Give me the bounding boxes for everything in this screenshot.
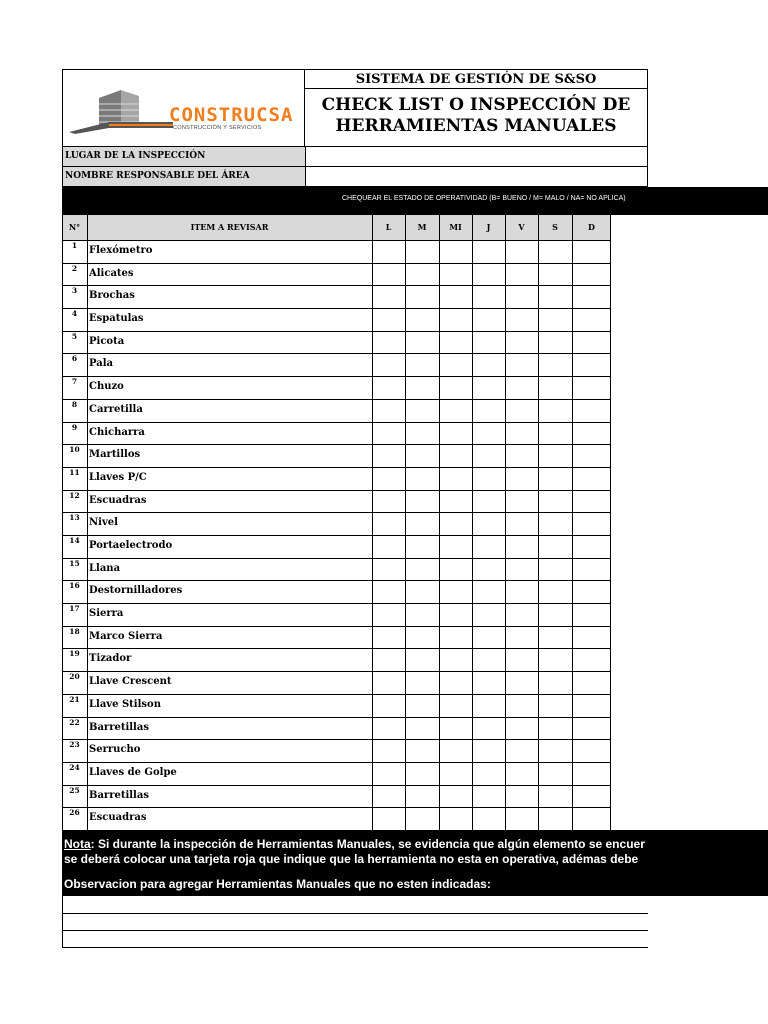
check-cell[interactable]	[572, 626, 611, 649]
row-number: 5	[71, 331, 78, 341]
check-cell[interactable]	[572, 648, 611, 671]
check-cell[interactable]	[439, 512, 472, 535]
check-cell[interactable]	[439, 717, 472, 740]
logo-wordmark: CONSTRUCSA	[169, 104, 294, 126]
check-cell[interactable]	[372, 603, 405, 626]
check-cell[interactable]	[538, 376, 572, 399]
item-label: Barretillas	[89, 789, 149, 801]
check-cell[interactable]	[405, 671, 439, 694]
check-cell[interactable]	[538, 512, 572, 535]
instruction-text: CHEQUEAR EL ESTADO DE OPERATIVIDAD (B= BUENO / M= MALO / NA= NO APLICA)	[342, 195, 626, 202]
row-number: 8	[71, 399, 78, 409]
item-label: Pala	[89, 358, 114, 370]
form-title-line1: CHECK LIST O INSPECCIÓN DE	[321, 95, 631, 115]
check-cell[interactable]	[405, 376, 439, 399]
check-cell[interactable]	[372, 285, 405, 308]
check-cell[interactable]	[439, 762, 472, 785]
check-cell[interactable]	[372, 467, 405, 490]
column-header-6: J	[472, 215, 505, 240]
check-cell[interactable]	[439, 490, 472, 513]
check-cell[interactable]	[439, 422, 472, 445]
check-cell[interactable]	[439, 603, 472, 626]
item-label: Martillos	[89, 449, 141, 461]
grid-line	[62, 580, 611, 581]
check-cell[interactable]	[439, 308, 472, 331]
grid-line	[62, 603, 611, 604]
check-cell[interactable]	[572, 308, 611, 331]
check-cell[interactable]	[405, 422, 439, 445]
check-cell[interactable]	[372, 240, 405, 263]
check-cell[interactable]	[439, 739, 472, 762]
check-cell[interactable]	[538, 648, 572, 671]
check-cell[interactable]	[405, 603, 439, 626]
check-cell[interactable]	[405, 353, 439, 376]
check-cell[interactable]	[405, 717, 439, 740]
item-label: Chicharra	[89, 426, 145, 438]
check-cell[interactable]	[538, 580, 572, 603]
check-cell[interactable]	[538, 353, 572, 376]
row-number: 23	[69, 740, 80, 750]
check-cell[interactable]	[472, 807, 505, 830]
row-number: 20	[69, 672, 80, 682]
check-cell[interactable]	[405, 467, 439, 490]
note-label: Nota	[64, 837, 91, 851]
check-cell[interactable]	[538, 467, 572, 490]
check-cell[interactable]	[405, 535, 439, 558]
check-cell[interactable]	[472, 399, 505, 422]
check-cell[interactable]	[572, 263, 611, 286]
check-cell[interactable]	[405, 490, 439, 513]
note-line2: se deberá colocar una tarjeta roja que indique que la herramienta no esta en operativa, adémas debe	[64, 852, 639, 866]
grid-line	[62, 490, 611, 491]
form-title	[305, 89, 648, 147]
check-cell[interactable]	[505, 717, 538, 740]
check-cell[interactable]	[505, 490, 538, 513]
item-label: Portaelectrodo	[89, 540, 173, 551]
check-cell[interactable]	[572, 285, 611, 308]
system-title: SISTEMA DE GESTIÓN DE S&SO	[305, 69, 648, 89]
check-cell[interactable]	[572, 762, 611, 785]
grid-line	[62, 762, 611, 763]
check-cell[interactable]	[439, 240, 472, 263]
check-cell[interactable]	[572, 490, 611, 513]
check-cell[interactable]	[372, 580, 405, 603]
check-cell[interactable]	[572, 807, 611, 830]
grid-line	[62, 535, 611, 536]
check-cell[interactable]	[505, 444, 538, 467]
check-cell[interactable]	[538, 240, 572, 263]
check-cell[interactable]	[538, 807, 572, 830]
check-cell[interactable]	[372, 308, 405, 331]
check-cell[interactable]	[572, 353, 611, 376]
check-cell[interactable]	[538, 739, 572, 762]
lugar-field[interactable]	[307, 147, 647, 166]
check-cell[interactable]	[538, 671, 572, 694]
row-number: 14	[69, 536, 80, 545]
check-cell[interactable]	[372, 376, 405, 399]
check-cell[interactable]	[572, 444, 611, 467]
column-header-4: M	[405, 215, 439, 240]
row-number: 4	[71, 309, 78, 319]
row-number: 13	[69, 513, 80, 523]
grid-line	[62, 717, 611, 718]
check-cell[interactable]	[439, 807, 472, 830]
check-cell[interactable]	[538, 603, 572, 626]
grid-line	[62, 376, 611, 377]
column-header-2: ITEM A REVISAR	[87, 215, 372, 240]
check-cell[interactable]	[505, 308, 538, 331]
row-number: 11	[69, 467, 80, 477]
check-cell[interactable]	[572, 467, 611, 490]
check-cell[interactable]	[372, 444, 405, 467]
check-cell[interactable]	[505, 626, 538, 649]
check-cell[interactable]	[538, 444, 572, 467]
check-cell[interactable]	[372, 422, 405, 445]
building-logo-icon	[69, 88, 173, 134]
check-cell[interactable]	[572, 580, 611, 603]
check-cell[interactable]	[472, 717, 505, 740]
check-cell[interactable]	[572, 671, 611, 694]
grid-line	[62, 648, 611, 649]
check-cell[interactable]	[472, 762, 505, 785]
logo-subtext: CONSTRUCCIÓN Y SERVICIOS	[173, 125, 262, 131]
check-cell[interactable]	[505, 240, 538, 263]
check-cell[interactable]	[505, 535, 538, 558]
check-cell[interactable]	[439, 785, 472, 808]
item-label: Llaves de Golpe	[89, 766, 177, 778]
row-number: 24	[69, 762, 80, 772]
check-cell[interactable]	[538, 717, 572, 740]
check-cell[interactable]	[472, 444, 505, 467]
item-label: Espatulas	[89, 313, 144, 325]
check-cell[interactable]	[405, 807, 439, 830]
row-number: 21	[69, 694, 80, 704]
check-cell[interactable]	[439, 444, 472, 467]
check-cell[interactable]	[405, 263, 439, 286]
check-cell[interactable]	[372, 648, 405, 671]
check-cell[interactable]	[439, 331, 472, 354]
check-cell[interactable]	[538, 626, 572, 649]
grid-line	[62, 308, 611, 309]
item-label: Brochas	[89, 290, 135, 302]
check-cell[interactable]	[439, 580, 472, 603]
check-cell[interactable]	[439, 376, 472, 399]
check-cell[interactable]	[405, 580, 439, 603]
check-cell[interactable]	[439, 671, 472, 694]
observaciones-area[interactable]	[62, 896, 648, 948]
check-cell[interactable]	[538, 785, 572, 808]
row-number: 15	[69, 558, 80, 568]
check-cell[interactable]	[505, 603, 538, 626]
check-cell[interactable]	[538, 422, 572, 445]
check-cell[interactable]	[439, 399, 472, 422]
check-cell[interactable]	[572, 535, 611, 558]
check-cell[interactable]	[505, 580, 538, 603]
check-cell[interactable]	[372, 785, 405, 808]
observaciones-label: Observacion para agregar Herramientas Manuales que no esten indicadas:	[64, 877, 491, 891]
check-cell[interactable]	[372, 263, 405, 286]
check-cell[interactable]	[439, 467, 472, 490]
check-cell[interactable]	[572, 399, 611, 422]
check-cell[interactable]	[572, 240, 611, 263]
check-cell[interactable]	[372, 331, 405, 354]
check-cell[interactable]	[505, 263, 538, 286]
column-header-8: S	[538, 215, 572, 240]
grid-line	[62, 444, 611, 445]
check-cell[interactable]	[372, 762, 405, 785]
row-number: 9	[71, 422, 78, 432]
check-cell[interactable]	[505, 558, 538, 581]
check-cell[interactable]	[439, 263, 472, 286]
check-cell[interactable]	[372, 490, 405, 513]
check-cell[interactable]	[505, 467, 538, 490]
row-number: 19	[69, 649, 80, 659]
check-cell[interactable]	[538, 331, 572, 354]
check-cell[interactable]	[472, 626, 505, 649]
item-label: Serrucho	[89, 744, 141, 756]
grid-line	[62, 240, 611, 241]
responsable-row	[62, 167, 648, 187]
check-cell[interactable]	[372, 626, 405, 649]
item-label: Marco Sierra	[89, 630, 163, 642]
check-cell[interactable]	[472, 535, 505, 558]
item-label: Sierra	[89, 608, 124, 620]
check-cell[interactable]	[538, 308, 572, 331]
item-label: Picota	[89, 335, 125, 347]
check-cell[interactable]	[505, 671, 538, 694]
checklist-table	[62, 215, 611, 830]
check-cell[interactable]	[372, 694, 405, 717]
row-number: 25	[69, 785, 80, 795]
check-cell[interactable]	[472, 467, 505, 490]
item-label: Chuzo	[89, 381, 124, 393]
check-cell[interactable]	[572, 739, 611, 762]
check-cell[interactable]	[505, 648, 538, 671]
check-cell[interactable]	[405, 648, 439, 671]
item-label: Nivel	[89, 517, 118, 529]
check-cell[interactable]	[538, 558, 572, 581]
item-label: Escuadras	[89, 812, 147, 824]
column-header-1: N°	[62, 215, 87, 240]
check-cell[interactable]	[538, 694, 572, 717]
check-cell[interactable]	[472, 739, 505, 762]
check-cell[interactable]	[372, 807, 405, 830]
row-number: 1	[71, 241, 78, 250]
grid-line	[62, 285, 611, 286]
check-cell[interactable]	[405, 308, 439, 331]
grid-line	[62, 671, 611, 672]
item-label: Flexómetro	[89, 245, 153, 256]
check-cell[interactable]	[505, 285, 538, 308]
check-cell[interactable]	[538, 535, 572, 558]
item-label: Llana	[89, 562, 121, 574]
check-cell[interactable]	[372, 353, 405, 376]
item-label: Barretillas	[89, 721, 149, 733]
check-cell[interactable]	[405, 739, 439, 762]
check-cell[interactable]	[505, 353, 538, 376]
check-cell[interactable]	[538, 762, 572, 785]
check-cell[interactable]	[439, 648, 472, 671]
grid-line	[62, 626, 611, 627]
check-cell[interactable]	[538, 490, 572, 513]
item-label: Escuadras	[89, 494, 147, 506]
check-cell[interactable]	[538, 263, 572, 286]
grid-line	[62, 331, 611, 332]
form-header	[62, 69, 648, 187]
instruction-band	[62, 187, 768, 215]
check-cell[interactable]	[439, 694, 472, 717]
form-title-line2: HERRAMIENTAS MANUALES	[335, 116, 617, 136]
check-cell[interactable]	[572, 603, 611, 626]
check-cell[interactable]	[572, 558, 611, 581]
row-number: 17	[69, 604, 80, 614]
row-number: 26	[69, 808, 80, 818]
grid-line	[62, 399, 611, 400]
check-cell[interactable]	[472, 285, 505, 308]
check-cell[interactable]	[439, 558, 472, 581]
row-number: 6	[71, 354, 78, 364]
grid-line	[62, 739, 611, 740]
column-header-9: D	[572, 215, 611, 240]
check-cell[interactable]	[572, 422, 611, 445]
check-cell[interactable]	[405, 694, 439, 717]
lugar-row	[62, 147, 648, 167]
check-cell[interactable]	[405, 399, 439, 422]
check-cell[interactable]	[405, 626, 439, 649]
item-label: Llaves P/C	[89, 471, 147, 483]
column-header-5: MI	[439, 215, 472, 240]
check-cell[interactable]	[372, 535, 405, 558]
row-number: 3	[71, 286, 78, 296]
check-cell[interactable]	[572, 512, 611, 535]
check-cell[interactable]	[472, 694, 505, 717]
check-cell[interactable]	[572, 376, 611, 399]
check-cell[interactable]	[439, 285, 472, 308]
column-header-3: L	[372, 215, 405, 240]
check-cell[interactable]	[439, 353, 472, 376]
check-cell[interactable]	[405, 512, 439, 535]
check-cell[interactable]	[405, 762, 439, 785]
check-cell[interactable]	[372, 558, 405, 581]
check-cell[interactable]	[472, 558, 505, 581]
check-cell[interactable]	[405, 240, 439, 263]
grid-line	[62, 422, 611, 423]
check-cell[interactable]	[372, 399, 405, 422]
check-cell[interactable]	[439, 535, 472, 558]
check-cell[interactable]	[472, 648, 505, 671]
check-cell[interactable]	[505, 331, 538, 354]
check-cell[interactable]	[372, 739, 405, 762]
check-cell[interactable]	[472, 308, 505, 331]
note-block	[62, 830, 768, 896]
check-cell[interactable]	[472, 240, 505, 263]
check-cell[interactable]	[538, 399, 572, 422]
item-label: Llave Crescent	[89, 676, 172, 688]
check-cell[interactable]	[405, 444, 439, 467]
check-cell[interactable]	[472, 580, 505, 603]
check-cell[interactable]	[472, 331, 505, 354]
check-cell[interactable]	[405, 785, 439, 808]
check-cell[interactable]	[472, 353, 505, 376]
check-cell[interactable]	[505, 512, 538, 535]
check-cell[interactable]	[538, 285, 572, 308]
company-logo	[62, 69, 305, 147]
check-cell[interactable]	[439, 626, 472, 649]
check-cell[interactable]	[572, 785, 611, 808]
row-number: 2	[71, 263, 78, 273]
check-cell[interactable]	[472, 671, 505, 694]
check-cell[interactable]	[472, 603, 505, 626]
check-cell[interactable]	[505, 399, 538, 422]
responsable-field[interactable]	[307, 167, 647, 186]
row-number: 12	[69, 490, 80, 500]
row-number: 16	[69, 581, 80, 591]
grid-line	[62, 467, 611, 468]
check-cell[interactable]	[505, 739, 538, 762]
check-cell[interactable]	[472, 490, 505, 513]
item-label: Llave Stilson	[89, 698, 161, 710]
item-label: Tizador	[89, 653, 132, 665]
item-label: Carretilla	[89, 403, 143, 415]
check-cell[interactable]	[372, 671, 405, 694]
grid-line	[62, 694, 611, 695]
row-number: 22	[69, 717, 80, 727]
row-number: 18	[69, 626, 80, 636]
check-cell[interactable]	[505, 694, 538, 717]
check-cell[interactable]	[405, 331, 439, 354]
check-cell[interactable]	[505, 422, 538, 445]
check-cell[interactable]	[372, 717, 405, 740]
check-cell[interactable]	[572, 717, 611, 740]
responsable-label: NOMBRE RESPONSABLE DEL ÁREA	[63, 167, 306, 186]
check-cell[interactable]	[472, 376, 505, 399]
column-header-7: V	[505, 215, 538, 240]
row-number: 7	[71, 377, 78, 387]
grid-line	[62, 512, 611, 513]
item-label: Alicates	[89, 267, 134, 279]
row-number: 10	[69, 445, 80, 455]
note-line1	[64, 837, 645, 851]
check-cell[interactable]	[572, 694, 611, 717]
lugar-label: LUGAR DE LA INSPECCIÓN	[63, 147, 306, 166]
grid-line	[62, 558, 611, 559]
grid-line	[62, 263, 611, 264]
check-cell[interactable]	[505, 785, 538, 808]
item-label: Destornilladores	[89, 585, 183, 597]
grid-line	[62, 807, 611, 808]
note-text-1: : Si durante la inspección de Herramientas Manuales, se evidencia que algún elemento se encuer	[90, 837, 645, 851]
check-cell[interactable]	[472, 785, 505, 808]
check-cell[interactable]	[472, 263, 505, 286]
check-cell[interactable]	[372, 512, 405, 535]
check-cell[interactable]	[472, 422, 505, 445]
check-cell[interactable]	[472, 512, 505, 535]
check-cell[interactable]	[572, 331, 611, 354]
check-cell[interactable]	[505, 807, 538, 830]
check-cell[interactable]	[405, 285, 439, 308]
check-cell[interactable]	[505, 762, 538, 785]
grid-line	[62, 353, 611, 354]
check-cell[interactable]	[405, 558, 439, 581]
grid-line	[62, 785, 611, 786]
check-cell[interactable]	[505, 376, 538, 399]
